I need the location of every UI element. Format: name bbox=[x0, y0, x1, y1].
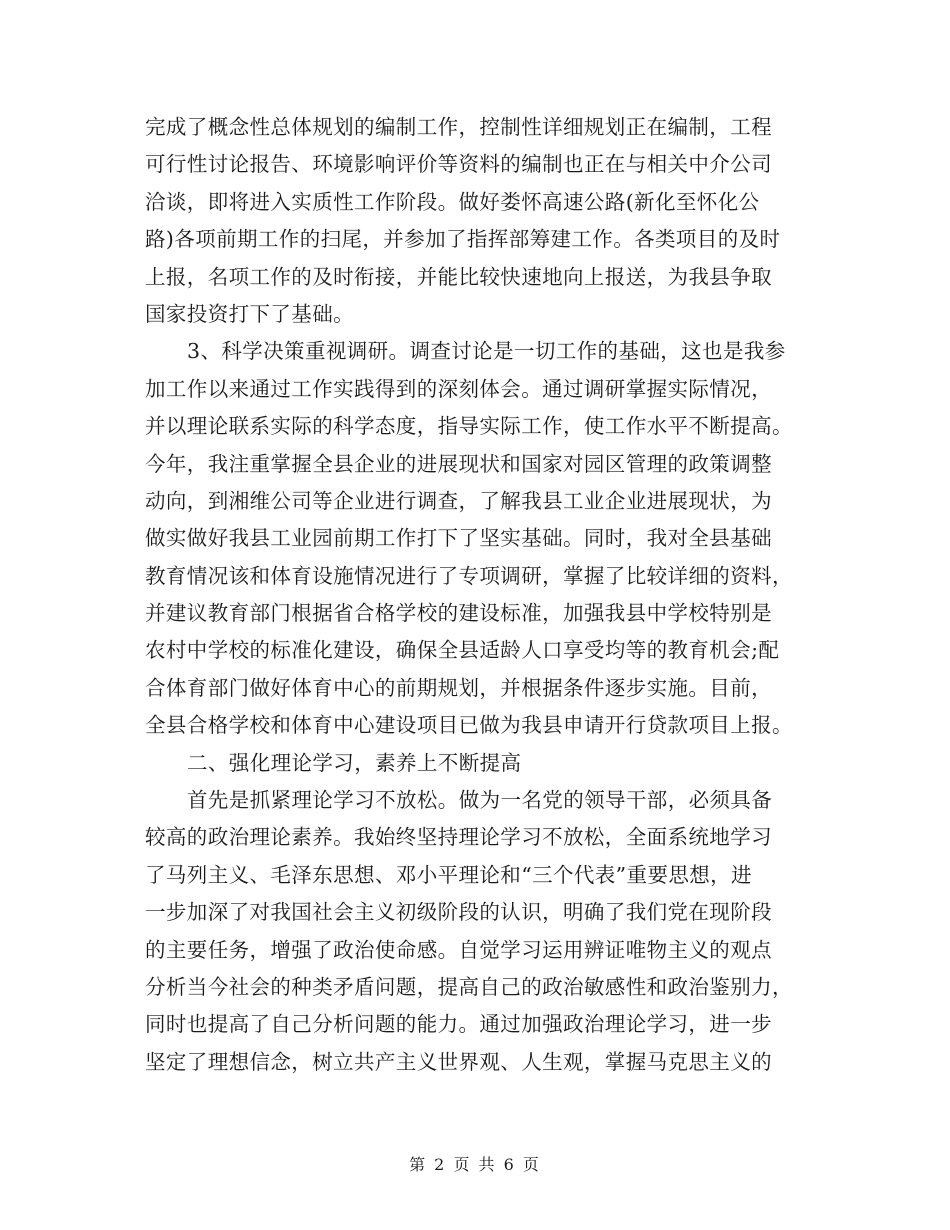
text-line: 洽谈，即将进入实质性工作阶段。做好娄怀高速公路(新化至怀化公 bbox=[145, 189, 760, 214]
text-line: 完成了概念性总体规划的编制工作，控制性详细规划正在编制，工程 bbox=[145, 115, 772, 139]
text-line: 同时也提高了自己分析问题的能力。通过加强政治理论学习，进一步 bbox=[145, 1012, 772, 1037]
text-line: 动向，到湘维公司等企业进行调查，了解我县工业企业进展现状，为 bbox=[145, 488, 772, 513]
text-line: 坚定了理想信念，树立共产主义世界观、人生观，掌握马克思主义的 bbox=[145, 1049, 772, 1074]
section-heading: 二、强化理论学习，素养上不断提高 bbox=[187, 750, 522, 775]
text-line: 并以理论联系实际的科学态度，指导实际工作，使工作水平不断提高。 bbox=[145, 414, 793, 439]
text-line: 可行性讨论报告、环境影响评价等资料的编制也正在与相关中介公司 bbox=[145, 152, 772, 177]
text-line: 教育情况该和体育设施情况进行了专项调研，掌握了比较详细的资料， bbox=[145, 563, 793, 588]
text-line: 了马列主义、毛泽东思想、邓小平理论和“三个代表”重要思想，进 bbox=[145, 862, 752, 887]
text-line: 上报，名项工作的及时衔接，并能比较快速地向上报送，为我县争取 bbox=[145, 264, 772, 289]
text-line: 农村中学校的标准化建设，确保全县适龄人口享受均等的教育机会;配 bbox=[145, 638, 780, 663]
text-line: 的主要任务，增强了政治使命感。自觉学习运用辨证唯物主义的观点 bbox=[145, 937, 772, 962]
text-line: 全县合格学校和体育中心建设项目已做为我县申请开行贷款项目上报。 bbox=[145, 713, 793, 738]
text-line: 路)各项前期工作的扫尾，并参加了指挥部筹建工作。各类项目的及时 bbox=[145, 227, 781, 252]
page-number-footer: 第 2 页 共 6 页 bbox=[409, 1155, 541, 1174]
text-line: 并建议教育部门根据省合格学校的建设标准，加强我县中学校特别是 bbox=[145, 601, 772, 626]
text-line: 一步加深了对我国社会主义初级阶段的认识，明确了我们党在现阶段 bbox=[145, 900, 772, 925]
text-line: 较高的政治理论素养。我始终坚持理论学习不放松，全面系统地学习 bbox=[145, 825, 772, 850]
text-line: 分析当今社会的种类矛盾问题，提高自己的政治敏感性和政治鉴别力， bbox=[145, 974, 793, 999]
text-line: 今年，我注重掌握全县企业的进展现状和国家对园区管理的政策调整 bbox=[145, 451, 772, 476]
text-line: 加工作以来通过工作实践得到的深刻体会。通过调研掌握实际情况， bbox=[145, 376, 772, 401]
text-line: 国家投资打下了基础。 bbox=[145, 301, 354, 326]
paragraph-start-line: 首先是抓紧理论学习不放松。做为一名党的领导干部，必须具备 bbox=[187, 788, 773, 813]
text-line: 合体育部门做好体育中心的前期规划，并根据条件逐步实施。目前， bbox=[145, 675, 772, 700]
document-body bbox=[145, 109, 805, 1081]
text-line: 做实做好我县工业园前期工作打下了坚实基础。同时，我对全县基础 bbox=[145, 526, 772, 551]
paragraph-start-line: 3、科学决策重视调研。调查讨论是一切工作的基础，这也是我参 bbox=[187, 339, 786, 364]
